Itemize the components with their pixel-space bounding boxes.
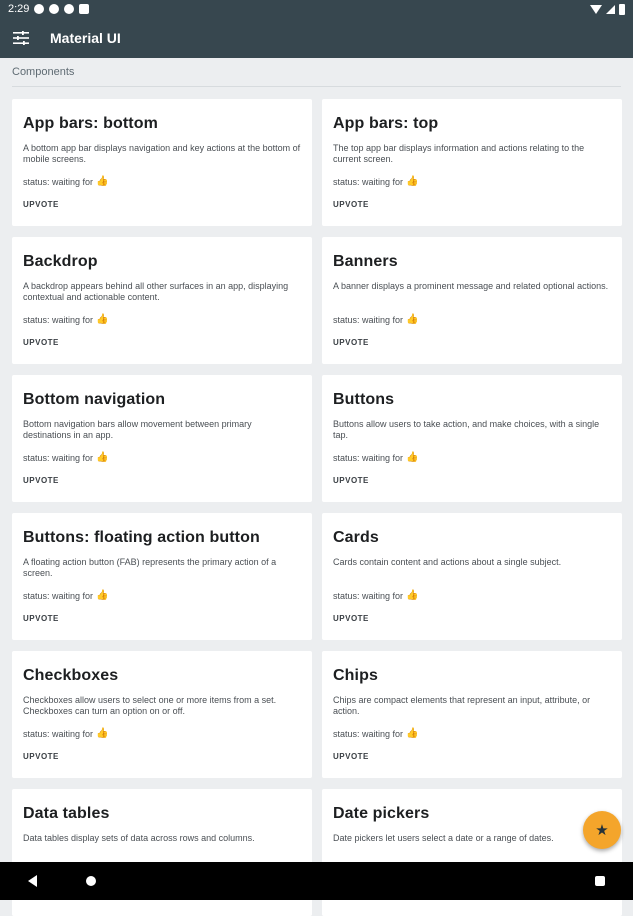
notification-clipboard-icon bbox=[79, 4, 89, 14]
card-status bbox=[333, 590, 611, 601]
card-title: Buttons bbox=[333, 391, 395, 408]
upvote-button[interactable]: UPVOTE bbox=[333, 752, 369, 761]
card-status bbox=[23, 728, 301, 739]
card-description: A bottom app bar displays navigation and key actions at the bottom of mobile screens. bbox=[23, 143, 301, 164]
thumbs-up-icon: 👍 bbox=[96, 314, 109, 325]
thumbs-up-icon: 👍 bbox=[96, 590, 109, 601]
card-title: Chips bbox=[333, 667, 378, 684]
status-right bbox=[590, 4, 625, 15]
status-left bbox=[8, 3, 89, 15]
system-nav-bar bbox=[0, 862, 633, 900]
component-card[interactable] bbox=[322, 99, 622, 226]
card-status bbox=[23, 590, 301, 601]
card-title: Buttons: floating action button bbox=[23, 529, 260, 546]
thumbs-up-icon: 👍 bbox=[406, 314, 419, 325]
card-status-text: status: waiting for bbox=[333, 452, 404, 463]
section-divider bbox=[12, 86, 621, 87]
card-status-text: status: waiting for bbox=[333, 176, 404, 187]
thumbs-up-icon: 👍 bbox=[406, 590, 419, 601]
card-status bbox=[333, 176, 611, 187]
component-card[interactable] bbox=[322, 375, 622, 502]
notification-a-icon bbox=[34, 4, 44, 14]
upvote-button[interactable]: UPVOTE bbox=[23, 614, 59, 623]
card-description: A backdrop appears behind all other surfaces in an app, displaying contextual and actionable content. bbox=[23, 281, 289, 302]
upvote-button[interactable]: UPVOTE bbox=[333, 200, 369, 209]
thumbs-up-icon: 👍 bbox=[406, 452, 419, 463]
card-status bbox=[23, 452, 301, 463]
battery-icon bbox=[619, 4, 625, 15]
card-status-text: status: waiting for bbox=[23, 590, 94, 601]
upvote-button[interactable]: UPVOTE bbox=[23, 752, 59, 761]
card-description: Data tables display sets of data across rows and columns. bbox=[23, 833, 255, 843]
component-card[interactable] bbox=[12, 513, 312, 640]
favorite-fab-button[interactable] bbox=[583, 811, 621, 849]
component-card[interactable] bbox=[322, 237, 622, 364]
card-description: Cards contain content and actions about a single subject. bbox=[333, 557, 562, 567]
home-icon[interactable] bbox=[86, 876, 96, 886]
card-title: Data tables bbox=[23, 805, 110, 822]
card-status bbox=[23, 176, 301, 187]
component-grid bbox=[12, 99, 622, 916]
app-title: Material UI bbox=[50, 30, 121, 46]
card-status-text: status: waiting for bbox=[333, 728, 404, 739]
card-status-text: status: waiting for bbox=[23, 314, 94, 325]
back-icon[interactable] bbox=[28, 875, 37, 887]
card-title: Checkboxes bbox=[23, 667, 119, 684]
card-status bbox=[23, 314, 301, 325]
app-bar bbox=[0, 18, 633, 58]
signal-icon bbox=[606, 5, 615, 14]
card-description: Bottom navigation bars allow movement between primary destinations in an app. bbox=[23, 419, 252, 440]
status-bar bbox=[0, 0, 633, 18]
wifi-icon bbox=[590, 5, 602, 14]
components-list[interactable] bbox=[0, 58, 633, 862]
notification-g-icon bbox=[64, 4, 74, 14]
card-description: Checkboxes allow users to select one or more items from a set. Checkboxes can turn an option on or off. bbox=[23, 695, 277, 716]
card-status bbox=[333, 452, 611, 463]
thumbs-up-icon: 👍 bbox=[406, 176, 419, 187]
thumbs-up-icon: 👍 bbox=[96, 452, 109, 463]
notification-settings-icon bbox=[49, 4, 59, 14]
upvote-button[interactable]: UPVOTE bbox=[333, 614, 369, 623]
card-description: The top app bar displays information and actions relating to the current screen. bbox=[333, 143, 585, 164]
card-title: App bars: bottom bbox=[23, 115, 158, 132]
component-card[interactable] bbox=[12, 651, 312, 778]
card-description: A floating action button (FAB) represents the primary action of a screen. bbox=[23, 557, 277, 578]
card-description: Buttons allow users to take action, and make choices, with a single tap. bbox=[333, 419, 600, 440]
component-card[interactable] bbox=[12, 375, 312, 502]
upvote-button[interactable]: UPVOTE bbox=[23, 338, 59, 347]
thumbs-up-icon: 👍 bbox=[406, 728, 419, 739]
card-description: Chips are compact elements that represent an input, attribute, or action. bbox=[333, 695, 591, 716]
tune-icon-svg bbox=[13, 31, 29, 45]
card-status-text: status: waiting for bbox=[23, 728, 94, 739]
card-title: Banners bbox=[333, 253, 398, 270]
card-title: Cards bbox=[333, 529, 379, 546]
card-title: Backdrop bbox=[23, 253, 98, 270]
component-card[interactable] bbox=[12, 237, 312, 364]
upvote-button[interactable]: UPVOTE bbox=[23, 476, 59, 485]
tune-icon[interactable] bbox=[12, 29, 30, 47]
component-card[interactable] bbox=[322, 513, 622, 640]
card-status bbox=[333, 728, 611, 739]
status-time: 2:29 bbox=[8, 3, 30, 15]
component-card[interactable] bbox=[322, 651, 622, 778]
upvote-button[interactable]: UPVOTE bbox=[23, 200, 59, 209]
upvote-button[interactable]: UPVOTE bbox=[333, 476, 369, 485]
card-status bbox=[333, 314, 611, 325]
card-description: Date pickers let users select a date or a range of dates. bbox=[333, 833, 554, 843]
thumbs-up-icon: 👍 bbox=[96, 176, 109, 187]
section-label: Components bbox=[12, 66, 75, 78]
card-status-text: status: waiting for bbox=[333, 314, 404, 325]
recents-icon[interactable] bbox=[595, 876, 605, 886]
upvote-button[interactable]: UPVOTE bbox=[333, 338, 369, 347]
card-title: Date pickers bbox=[333, 805, 430, 822]
card-title: App bars: top bbox=[333, 115, 439, 132]
star-icon: ★ bbox=[595, 822, 609, 839]
card-title: Bottom navigation bbox=[23, 391, 166, 408]
component-card[interactable] bbox=[12, 99, 312, 226]
card-status-text: status: waiting for bbox=[333, 590, 404, 601]
card-status-text: status: waiting for bbox=[23, 176, 94, 187]
thumbs-up-icon: 👍 bbox=[96, 728, 109, 739]
card-status-text: status: waiting for bbox=[23, 452, 94, 463]
card-description: A banner displays a prominent message and related optional actions. bbox=[333, 281, 609, 291]
